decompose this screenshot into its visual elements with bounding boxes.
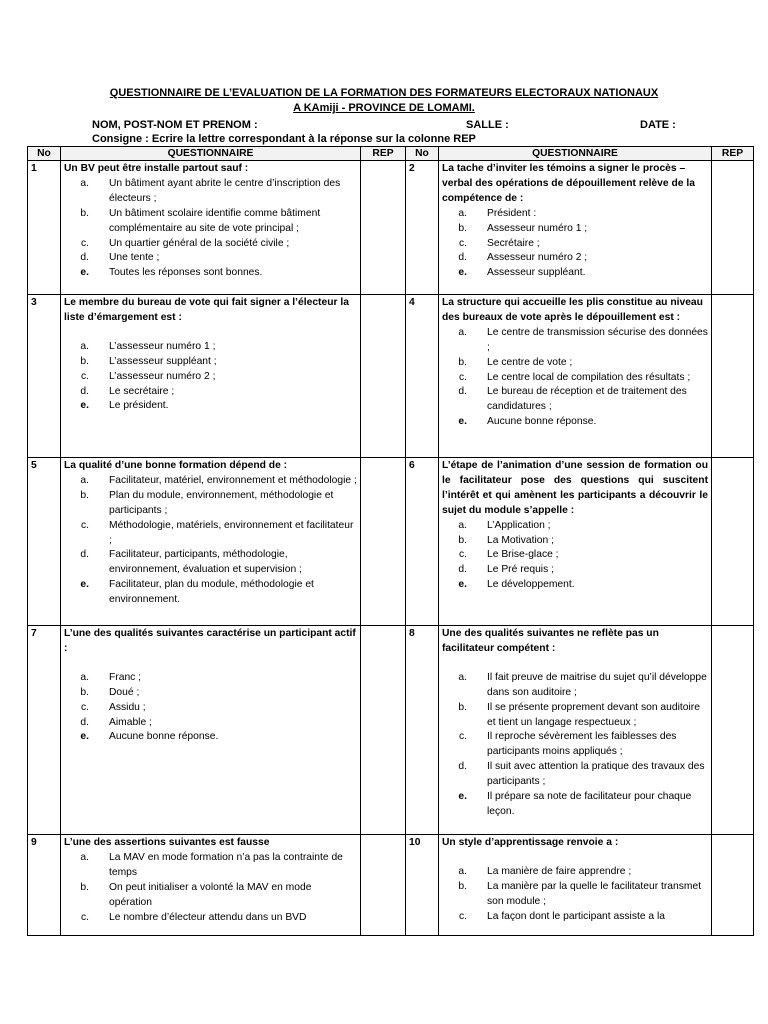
answer-cell[interactable] (361, 458, 406, 626)
question-cell (439, 161, 712, 295)
table-row (28, 458, 754, 626)
list-item: a. Un bâtiment ayant abrite le centre d’inscription des électeurs ; (80, 177, 341, 204)
question-number: 6 (406, 458, 439, 626)
question-number: 4 (406, 295, 439, 458)
date-label: DATE : (640, 119, 676, 131)
list-item: e. Assesseur suppléant. (458, 267, 586, 279)
list-item: d. Une tente ; (80, 252, 160, 264)
list-item: b. Le centre de vote ; (458, 356, 573, 368)
list-item: e. Le président. (80, 400, 169, 412)
list-item: a. La manière de faire apprendre ; (458, 865, 632, 877)
list-item: e. Aucune bonne réponse. (80, 731, 219, 743)
list-item: e. Aucune bonne réponse. (458, 416, 597, 428)
question-cell (61, 161, 361, 295)
option-list (64, 671, 357, 746)
list-item: b. La Motivation ; (458, 534, 554, 546)
question-cell (439, 626, 712, 835)
option-list (64, 340, 357, 415)
list-item: c. Il reproche sévèrement les faiblesses des participants moins appliqués ; (458, 731, 677, 758)
list-item: c. Le centre local de compilation des résultats ; (458, 371, 691, 383)
table-row (28, 835, 754, 936)
col-no-left: No (28, 147, 61, 161)
list-item: b. La manière par la quelle le facilitateur transmet son module ; (458, 880, 702, 907)
question-text: L’étape de l’animation d’une session de formation ou le facilitateur pose des questions qui suscitent l’intérêt et qui amènent les participants a découvrir le sujet du module s’appelle : (442, 460, 708, 516)
list-item: a. Le centre de transmission sécurise des données ; (458, 326, 708, 353)
list-item: c. Le nombre d’électeur attendu dans un BVD (80, 911, 307, 923)
table-row (28, 295, 754, 458)
answer-cell[interactable] (712, 161, 754, 295)
list-item: c. Méthodologie, matériels, environnement et facilitateur ; (80, 519, 354, 546)
answer-cell[interactable] (361, 295, 406, 458)
list-item: b. Doué ; (80, 686, 140, 698)
list-item: e. Le développement. (458, 579, 575, 591)
answer-cell[interactable] (712, 295, 754, 458)
question-number: 2 (406, 161, 439, 295)
question-text: La qualité d’une bonne formation dépend de : (64, 460, 288, 471)
question-cell (61, 458, 361, 626)
consigne-text: Consigne : Ecrire la lettre correspondant à la réponse sur la colonne REP (92, 133, 476, 145)
list-item: b. Il se présente proprement devant son auditoire et tient un langage respectueux ; (458, 701, 700, 728)
option-list (64, 851, 357, 926)
question-number: 5 (28, 458, 61, 626)
question-cell (439, 835, 712, 936)
list-item: b. L’assesseur suppléant ; (80, 355, 217, 367)
question-cell (61, 295, 361, 458)
option-list (442, 865, 708, 925)
question-text: La structure qui accueille les plis constitue au niveau des bureaux de vote après le dépouillement est : (442, 297, 703, 323)
list-item: c. L’assesseur numéro 2 ; (80, 370, 216, 382)
option-list (442, 207, 708, 282)
col-rep-right: REP (712, 147, 754, 161)
question-cell (61, 626, 361, 835)
col-rep-left: REP (361, 147, 406, 161)
question-text: Un style d’apprentissage renvoie a : (442, 837, 619, 848)
list-item: a. L’assesseur numéro 1 ; (80, 340, 216, 352)
document-title: QUESTIONNAIRE DE L’EVALUATION DE LA FORMATION DES FORMATEURS ELECTORAUX NATIONAUX (109, 87, 659, 99)
list-item: a. Franc ; (80, 671, 142, 683)
question-number: 8 (406, 626, 439, 835)
answer-cell[interactable] (712, 835, 754, 936)
question-number: 10 (406, 835, 439, 936)
list-item: a. L’Application ; (458, 519, 551, 531)
question-text: Un BV peut être installe partout sauf : (64, 163, 249, 174)
list-item: d. Le secrétaire ; (80, 385, 175, 397)
question-text: Le membre du bureau de vote qui fait signer a l’électeur la liste d’émargement est : (64, 297, 349, 323)
list-item: a. Facilitateur, matériel, environnement et méthodologie ; (80, 474, 357, 486)
list-item: e. Toutes les réponses sont bonnes. (80, 267, 263, 279)
list-item: e. Facilitateur, plan du module, méthodologie et environnement. (80, 579, 314, 606)
question-cell (61, 835, 361, 936)
table-row (28, 161, 754, 295)
table-header-row (28, 147, 754, 161)
list-item: d. Aimable ; (80, 716, 152, 728)
answer-cell[interactable] (361, 835, 406, 936)
document-subtitle: A KAmiji - PROVINCE DE LOMAMI. (293, 102, 475, 114)
list-item: d. Facilitateur, participants, méthodologie, environnement, évaluation et supervision ; (80, 549, 302, 576)
list-item: a. Président : (458, 207, 537, 219)
option-list (442, 671, 708, 820)
name-label: NOM, POST-NOM ET PRENOM : (92, 119, 258, 131)
list-item: b. Plan du module, environnement, méthodologie et participants ; (80, 489, 334, 516)
list-item: b. Assesseur numéro 1 ; (458, 222, 588, 234)
list-item: c. Un quartier général de la société civile ; (80, 237, 290, 249)
option-list (64, 177, 357, 281)
list-item: b. On peut initialiser a volonté la MAV en mode opération (80, 881, 312, 908)
list-item: d. Il suit avec attention la pratique des travaux des participants ; (458, 761, 705, 788)
list-item: b. Un bâtiment scolaire identifie comme bâtiment complémentaire au site de vote principal ; (80, 207, 321, 234)
question-text: Une des qualités suivantes ne reflète pas un facilitateur compétent : (442, 628, 659, 654)
col-questionnaire-right: QUESTIONNAIRE (439, 147, 712, 161)
question-text: L’une des assertions suivantes est fausse (64, 837, 270, 848)
question-number: 9 (28, 835, 61, 936)
list-item: c. Secrétaire ; (458, 237, 540, 249)
list-item: a. La MAV en mode formation n’a pas la contrainte de temps (80, 851, 343, 878)
list-item: c. Le Brise-glace ; (458, 549, 559, 561)
question-number: 1 (28, 161, 61, 295)
question-number: 3 (28, 295, 61, 458)
question-cell (439, 458, 712, 626)
question-text: La tache d’inviter les témoins a signer le procès –verbal des opérations de dépouillement relève de la compétence de : (442, 163, 695, 204)
list-item: c. La façon dont le participant assiste a la (458, 910, 666, 922)
option-list (442, 519, 708, 594)
list-item: d. Assesseur numéro 2 ; (458, 252, 588, 264)
answer-cell[interactable] (361, 626, 406, 835)
list-item: d. Le bureau de réception et de traitement des candidatures ; (458, 386, 687, 413)
option-list (442, 326, 708, 430)
answer-cell[interactable] (712, 626, 754, 835)
col-questionnaire-left: QUESTIONNAIRE (61, 147, 361, 161)
answer-cell[interactable] (712, 458, 754, 626)
list-item: c. Assidu ; (80, 701, 146, 713)
option-list (64, 474, 357, 608)
list-item: d. Le Pré requis ; (458, 564, 554, 576)
col-no-right: No (406, 147, 439, 161)
question-number: 7 (28, 626, 61, 835)
list-item: a. Il fait preuve de maitrise du sujet qu’il développe dans son auditoire ; (458, 671, 707, 698)
question-cell (439, 295, 712, 458)
questionnaire-table (27, 146, 754, 936)
answer-cell[interactable] (361, 161, 406, 295)
table-row (28, 626, 754, 835)
list-item: e. Il prépare sa note de facilitateur pour chaque leçon. (458, 791, 692, 817)
salle-label: SALLE : (466, 119, 509, 131)
question-text: L’une des qualités suivantes caractérise un participant actif : (64, 628, 356, 654)
